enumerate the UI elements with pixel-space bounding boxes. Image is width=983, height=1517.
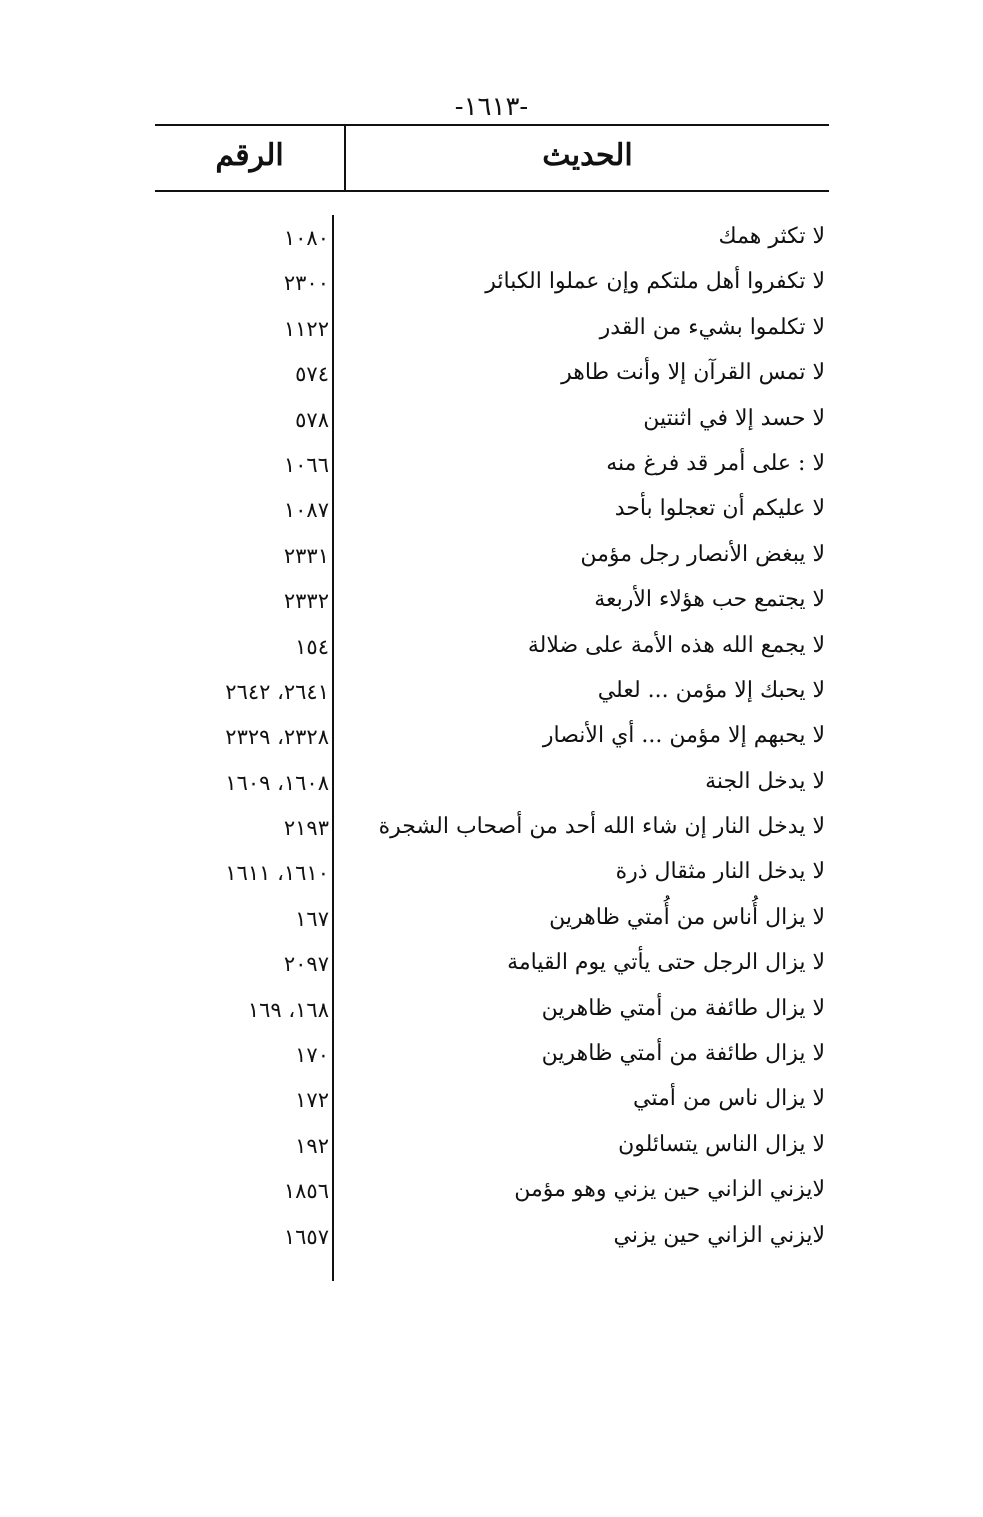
table-row: [155, 218, 829, 263]
table-row: [155, 354, 829, 399]
hadith-number: ٢٣٣١: [283, 543, 329, 568]
table-row: [155, 263, 829, 308]
table-row: [155, 581, 829, 626]
hadith-text: لا حسد إلا في اثنتين: [643, 405, 825, 431]
hadith-text: لايزني الزاني حين يزني وهو مؤمن: [514, 1177, 825, 1203]
hadith-number: ٢١٩٣: [283, 816, 329, 841]
table-row: [155, 1126, 829, 1171]
hadith-text: لا يجمع الله هذه الأمة على ضلالة: [527, 632, 825, 658]
header-bottom-rule: [155, 190, 829, 192]
hadith-number: ٢٣٣٢: [283, 589, 329, 614]
hadith-text: لا يزال الناس يتسائلون: [618, 1131, 825, 1157]
table-row: [155, 627, 829, 672]
hadith-text: لا يزال أُناس من أُمتي ظاهرين: [549, 904, 825, 930]
hadith-number: ١٦٨، ١٦٩: [247, 997, 329, 1022]
hadith-number: ١٠٦٦: [283, 452, 329, 477]
hadith-number: ١٧٠: [295, 1043, 329, 1068]
column-header-number: الرقم: [215, 138, 284, 173]
table-row: [155, 672, 829, 717]
table-row: [155, 899, 829, 944]
hadith-number: ١٠٨٧: [283, 498, 329, 523]
table-row: [155, 853, 829, 898]
hadith-number: ١٦٧: [295, 906, 329, 931]
hadith-number: ٢٠٩٧: [283, 952, 329, 977]
hadith-number: ٢٣٠٠: [283, 271, 329, 296]
table-row: [155, 717, 829, 762]
hadith-text: لا يدخل النار مثقال ذرة: [615, 859, 825, 885]
table-row: [155, 990, 829, 1035]
table-top-rule: [155, 124, 829, 126]
hadith-number: ١٥٤: [295, 634, 329, 659]
table-row: [155, 1171, 829, 1216]
table-row: [155, 445, 829, 490]
hadith-text: لا عليكم أن تعجلوا بأحد: [614, 496, 825, 522]
hadith-text: لا يزال الرجل حتى يأتي يوم القيامة: [507, 950, 825, 976]
hadith-number: ١٩٢: [295, 1133, 329, 1158]
hadith-text: لا تمس القرآن إلا وأنت طاهر: [561, 360, 825, 386]
hadith-number: ٥٧٤: [295, 362, 329, 387]
hadith-number: ١١٢٢: [283, 316, 329, 341]
table-row: [155, 400, 829, 445]
hadith-text: لا يحبك إلا مؤمن ... لعلي: [597, 677, 825, 703]
table-row: [155, 763, 829, 808]
hadith-text: لا يزال طائفة من أمتي ظاهرين: [541, 995, 825, 1021]
index-table-rows: [155, 218, 829, 1262]
hadith-text: لا : على أمر قد فرغ منه: [606, 450, 825, 476]
hadith-number: ٢٣٢٨، ٢٣٢٩: [225, 725, 329, 750]
hadith-number: ٥٧٨: [295, 407, 329, 432]
hadith-number: ١٠٨٠: [283, 226, 329, 250]
hadith-number: ١٦١٠، ١٦١١: [225, 861, 329, 886]
hadith-text: لا يزال طائفة من أمتي ظاهرين: [541, 1041, 825, 1067]
table-row: [155, 1035, 829, 1080]
hadith-text: لا يجتمع حب هؤلاء الأربعة: [594, 587, 825, 613]
hadith-number: ١٨٥٦: [283, 1179, 329, 1204]
table-row: [155, 1217, 829, 1262]
hadith-number: ١٦٠٨، ١٦٠٩: [225, 770, 329, 795]
page-number: -١٦١٣-: [454, 92, 529, 122]
column-header-hadith: الحديث: [542, 138, 633, 173]
hadith-text: لا يدخل النار إن شاء الله أحد من أصحاب الشجرة: [378, 814, 825, 840]
table-row: [155, 536, 829, 581]
table-row: [155, 1080, 829, 1125]
table-row: [155, 808, 829, 853]
hadith-number: ١٦٥٧: [283, 1224, 329, 1249]
hadith-number: ١٧٢: [295, 1088, 329, 1113]
hadith-number: ٢٦٤١، ٢٦٤٢: [225, 679, 329, 704]
hadith-text: لايزني الزاني حين يزني: [613, 1222, 825, 1248]
hadith-text: لا تكلموا بشيء من القدر: [599, 314, 825, 340]
table-row: [155, 944, 829, 989]
hadith-text: لا يحبهم إلا مؤمن ... أي الأنصار: [542, 723, 825, 749]
hadith-text: لا تكفروا أهل ملتكم وإن عملوا الكبائر: [485, 269, 825, 295]
table-row: [155, 309, 829, 354]
hadith-text: لا تكثر همك: [718, 224, 825, 249]
hadith-text: لا يبغض الأنصار رجل مؤمن: [580, 541, 825, 567]
hadith-text: لا يدخل الجنة: [705, 768, 825, 794]
table-row: [155, 490, 829, 535]
hadith-text: لا يزال ناس من أمتي: [633, 1086, 825, 1112]
